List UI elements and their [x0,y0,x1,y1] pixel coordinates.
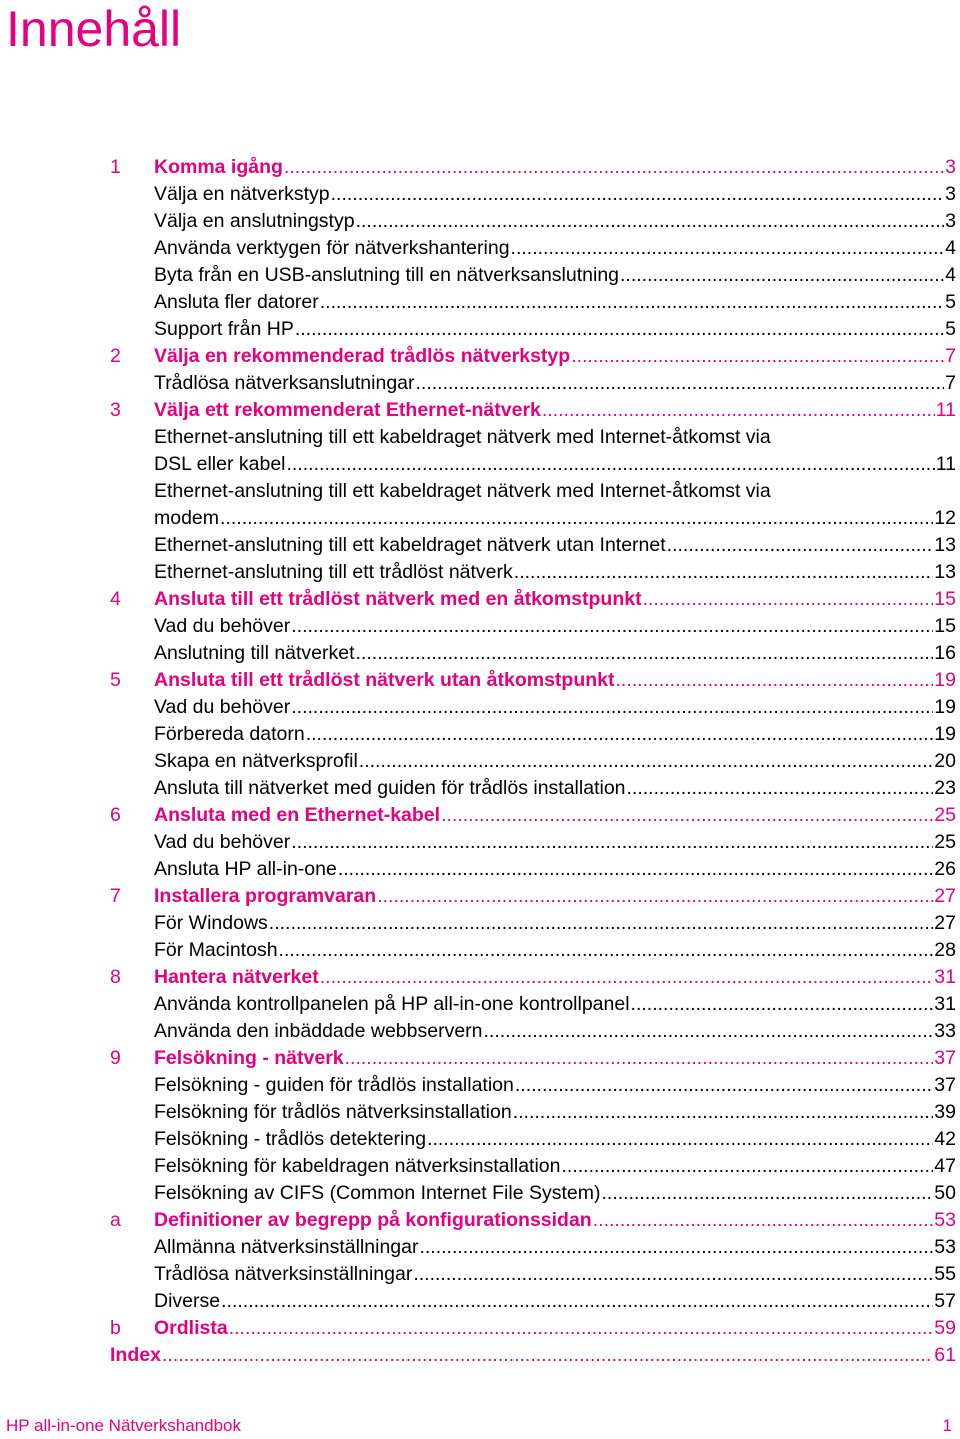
toc-entry [110,1180,956,1207]
leader-dots [413,1261,933,1288]
toc-page-number: 42 [934,1128,956,1150]
toc-entry-label: Komma igång [154,156,283,178]
toc-entry [110,937,956,964]
toc-page-number: 16 [934,642,956,664]
toc-page-number: 53 [934,1209,956,1231]
toc-entry [110,370,956,397]
toc-entry [110,1018,956,1045]
toc-entry-label: Välja ett rekommenderat Ethernet-nätverk [154,399,541,421]
toc-link[interactable] [154,1288,956,1315]
toc-link[interactable] [154,451,956,478]
toc-entry-label: Anslutning till nätverket [154,642,355,664]
toc-link[interactable] [154,532,956,559]
toc-entry-label: Vad du behöver [154,615,291,637]
toc-entry-label: Välja en nätverkstyp [154,183,330,205]
toc-entry-label: För Windows [154,912,268,934]
leader-dots [513,1099,934,1126]
toc-entry-label: Definitioner av begrepp på konfigurationssidan [154,1209,592,1231]
leader-dots [338,856,933,883]
leader-dots [331,181,945,208]
toc-entry [110,721,956,748]
toc-entry [110,1153,956,1180]
leader-dots [306,721,934,748]
leader-dots [561,1153,933,1180]
toc-entry-label: Välja en rekommenderad trådlös nätverkstyp [154,345,571,367]
leader-dots [295,316,944,343]
leader-dots [279,937,934,964]
toc-entry-label: Ansluta fler datorer [154,291,319,313]
footer-title: HP all-in-one Nätverkshandbok [6,1416,241,1435]
toc-entry-label: Trådlösa nätverksanslutningar [154,372,415,394]
leader-dots [229,1315,934,1342]
leader-dots [269,910,934,937]
toc-chapter-number: 5 [110,669,121,691]
toc-link[interactable] [154,262,956,289]
toc-chapter-number: 1 [110,156,121,178]
toc-entry-label: Support från HP [154,318,294,340]
toc-entry-label: modem [154,507,220,529]
toc-entry-label: Vad du behöver [154,696,291,718]
toc-page-number: 25 [934,831,956,853]
toc-page-number: 19 [934,669,956,691]
toc-link[interactable] [154,964,956,991]
toc-entry-label: Felsökning för kabeldragen nätverksinstallation [154,1155,561,1177]
toc-link[interactable] [154,667,956,694]
toc-page-number: 3 [945,156,956,178]
toc-page-number: 50 [934,1182,956,1204]
toc-page-number: 4 [945,264,956,286]
toc-entry [110,748,956,775]
leader-dots [291,829,933,856]
toc-chapter [110,397,956,424]
toc-page-number: 7 [945,345,956,367]
toc-link[interactable] [154,775,956,802]
leader-dots [356,208,945,235]
toc-chapter-number: 7 [110,885,121,907]
toc-page-number: 37 [934,1047,956,1069]
toc-link[interactable] [154,1072,956,1099]
toc-chapter-number: 2 [110,345,121,367]
leader-dots [542,397,935,424]
leader-dots [287,451,935,478]
toc-link[interactable] [154,370,956,397]
toc-link[interactable] [154,316,956,343]
toc-entry [110,505,956,532]
toc-chapter-number: a [110,1209,121,1231]
toc-link[interactable] [154,856,956,883]
toc-entry [110,856,956,883]
toc-page-number: 11 [935,399,956,421]
toc-link[interactable] [154,640,956,667]
toc-link[interactable] [154,937,956,964]
toc-entry [110,829,956,856]
toc-link[interactable] [154,1315,956,1342]
leader-dots [291,694,933,721]
toc-page-number: 12 [934,507,956,529]
toc-entry [110,910,956,937]
toc-page-number: 39 [934,1101,956,1123]
toc-page-number: 23 [934,777,956,799]
toc-entry [110,316,956,343]
toc-link[interactable] [154,748,956,775]
toc-entry-label: Felsökning - guiden för trådlös installation [154,1074,514,1096]
toc-page-number: 47 [934,1155,956,1177]
toc-entry-label: Ansluta till ett trådlöst nätverk med en åtkomstpunkt [154,588,642,610]
toc-entry-label: Ansluta till nätverket med guiden för trådlös installation [154,777,626,799]
toc-link[interactable] [154,1180,956,1207]
toc-page-number: 27 [934,885,956,907]
toc-link[interactable] [154,883,956,910]
toc-link[interactable] [154,613,956,640]
toc-entry [110,532,956,559]
toc-link[interactable] [110,1342,956,1369]
toc-link[interactable] [154,397,956,424]
toc-entry-label: Förbereda datorn [154,723,305,745]
toc-entry-label: Index [110,1344,161,1366]
leader-dots [427,1126,933,1153]
toc-link[interactable] [154,1234,956,1261]
leader-dots [345,1045,934,1072]
toc-entry [110,694,956,721]
toc-chapter-number: 9 [110,1047,121,1069]
toc-entry [110,1234,956,1261]
toc-link[interactable] [154,1018,956,1045]
toc-page-number: 20 [934,750,956,772]
toc-entry [110,640,956,667]
toc-entry-label: Ethernet-anslutning till ett trådlöst nätverk [154,561,513,583]
toc-entry-label: Felsökning - trådlös detektering [154,1128,427,1150]
toc-link[interactable] [154,910,956,937]
toc-page-number: 5 [945,318,956,340]
leader-dots [515,1072,933,1099]
leader-dots [601,1180,933,1207]
toc-link[interactable] [154,1126,956,1153]
toc-entry [110,235,956,262]
leader-dots [514,559,934,586]
toc-link[interactable] [154,991,956,1018]
toc-page-number: 33 [934,1020,956,1042]
toc-page-number: 57 [934,1290,956,1312]
toc-entry-label: Välja en anslutningstyp [154,210,355,232]
toc-link[interactable] [154,694,956,721]
leader-dots [320,289,944,316]
toc-page-number: 25 [934,804,956,826]
toc-entry [110,1126,956,1153]
toc-page-number: 53 [934,1236,956,1258]
leader-dots [221,1288,933,1315]
toc-page-number: 7 [945,372,956,394]
page-footer [6,1416,952,1436]
toc-chapter-number: 8 [110,966,121,988]
toc-chapter-number: 3 [110,399,121,421]
toc-link[interactable] [154,289,956,316]
toc-page-number: 31 [934,966,956,988]
toc-page-number: 19 [934,696,956,718]
toc-link[interactable] [154,721,956,748]
leader-dots [593,1207,934,1234]
leader-dots [441,802,933,829]
toc-link[interactable] [154,1045,956,1072]
toc-link[interactable] [154,559,956,586]
toc-entry [110,991,956,1018]
leader-dots [667,532,934,559]
toc-chapter [110,343,956,370]
leader-dots [284,154,944,181]
toc-entry-label: Felsökning - nätverk [154,1047,344,1069]
toc-chapter [110,1315,956,1342]
toc-link[interactable] [154,505,956,532]
toc-link[interactable] [154,586,956,613]
toc-link[interactable] [154,1261,956,1288]
toc-entry-label: Ethernet-anslutning till ett kabeldraget nätverk utan Internet [154,534,666,556]
toc-entry [110,1288,956,1315]
toc-page-number: 26 [934,858,956,880]
toc-entry-label: Felsökning av CIFS (Common Internet File System) [154,1182,601,1204]
toc-entry [110,613,956,640]
toc-link[interactable] [154,343,956,370]
toc-entry-label: Ordlista [154,1317,228,1339]
toc-entry-line [110,478,956,505]
toc-page-number: 5 [945,291,956,313]
toc-page-number: 61 [934,1344,956,1366]
toc-chapter [110,154,956,181]
toc-chapter [110,1045,956,1072]
toc-chapter [110,1207,956,1234]
toc-entry [110,1072,956,1099]
toc-page-number: 15 [934,615,956,637]
toc-page-number: 27 [934,912,956,934]
toc-chapter-number: 6 [110,804,121,826]
toc-entry-label: Allmänna nätverksinställningar [154,1236,419,1258]
leader-dots [320,964,934,991]
leader-dots [643,586,934,613]
toc-entry-label: Hantera nätverket [154,966,319,988]
toc-entry [110,208,956,235]
toc-entry-label: Installera programvaran [154,885,377,907]
toc-entry-label: Ansluta med en Ethernet-kabel [154,804,441,826]
toc-entry-label: Skapa en nätverksprofil [154,750,358,772]
toc-entry-label: Ansluta HP all-in-one [154,858,337,880]
toc-link[interactable] [154,181,956,208]
toc-page-number: 3 [945,183,956,205]
toc-entry-line [110,424,956,451]
leader-dots [377,883,933,910]
leader-dots [571,343,944,370]
toc-page-number: 28 [934,939,956,961]
leader-dots [511,235,945,262]
leader-dots [291,613,933,640]
toc-link[interactable] [154,154,956,181]
toc-page-number: 15 [934,588,956,610]
toc-page-number: 31 [934,993,956,1015]
toc-entry-label[interactable]: Ethernet-anslutning till ett kabeldraget nätverk med Internet-åtkomst via [154,426,771,448]
toc-entry [110,289,956,316]
toc-entry-label: Ansluta till ett trådlöst nätverk utan åtkomstpunkt [154,669,615,691]
toc-entry-label: För Macintosh [154,939,278,961]
toc-page-number: 11 [935,453,956,475]
toc-entry-label: Felsökning för trådlös nätverksinstallation [154,1101,512,1123]
footer-page-number: 1 [942,1416,952,1435]
toc-entry [110,262,956,289]
toc-chapter [110,667,956,694]
toc-chapter [110,964,956,991]
toc-link[interactable] [154,1207,956,1234]
toc-link[interactable] [154,1153,956,1180]
table-of-contents [110,154,956,1369]
leader-dots [419,1234,933,1261]
toc-entry [110,451,956,478]
toc-link[interactable] [154,802,956,829]
toc-chapter [110,1342,956,1369]
toc-page-number: 13 [934,534,956,556]
toc-entry [110,1261,956,1288]
toc-chapter [110,802,956,829]
toc-entry [110,559,956,586]
toc-chapter [110,883,956,910]
toc-link[interactable] [154,208,956,235]
leader-dots [416,370,945,397]
leader-dots [484,1018,934,1045]
toc-page-number: 4 [945,237,956,259]
leader-dots [359,748,934,775]
leader-dots [615,667,933,694]
toc-page-number: 19 [934,723,956,745]
leader-dots [356,640,934,667]
toc-entry-label: Diverse [154,1290,221,1312]
toc-entry-label[interactable]: Ethernet-anslutning till ett kabeldraget nätverk med Internet-åtkomst via [154,480,771,502]
toc-entry [110,1099,956,1126]
toc-entry [110,775,956,802]
toc-link[interactable] [154,829,956,856]
toc-chapter-number: b [110,1317,121,1339]
leader-dots [220,505,933,532]
toc-entry-label: Använda verktygen för nätverkshantering [154,237,510,259]
toc-page-number: 55 [934,1263,956,1285]
toc-link[interactable] [154,1099,956,1126]
page-title: Innehåll [6,1,182,57]
toc-link[interactable] [154,235,956,262]
toc-page-number: 13 [934,561,956,583]
toc-page-number: 37 [934,1074,956,1096]
toc-chapter [110,586,956,613]
toc-entry-label: Använda den inbäddade webbservern [154,1020,483,1042]
leader-dots [620,262,944,289]
toc-entry-label: DSL eller kabel [154,453,286,475]
toc-page-number: 3 [945,210,956,232]
toc-entry-label: Byta från en USB-anslutning till en nätverksanslutning [154,264,620,286]
leader-dots [162,1342,933,1369]
toc-entry [110,181,956,208]
toc-entry-label: Vad du behöver [154,831,291,853]
leader-dots [627,775,934,802]
toc-entry-label: Använda kontrollpanelen på HP all-in-one kontrollpanel [154,993,630,1015]
leader-dots [631,991,934,1018]
toc-entry-label: Trådlösa nätverksinställningar [154,1263,413,1285]
toc-chapter-number: 4 [110,588,121,610]
toc-page-number: 59 [934,1317,956,1339]
